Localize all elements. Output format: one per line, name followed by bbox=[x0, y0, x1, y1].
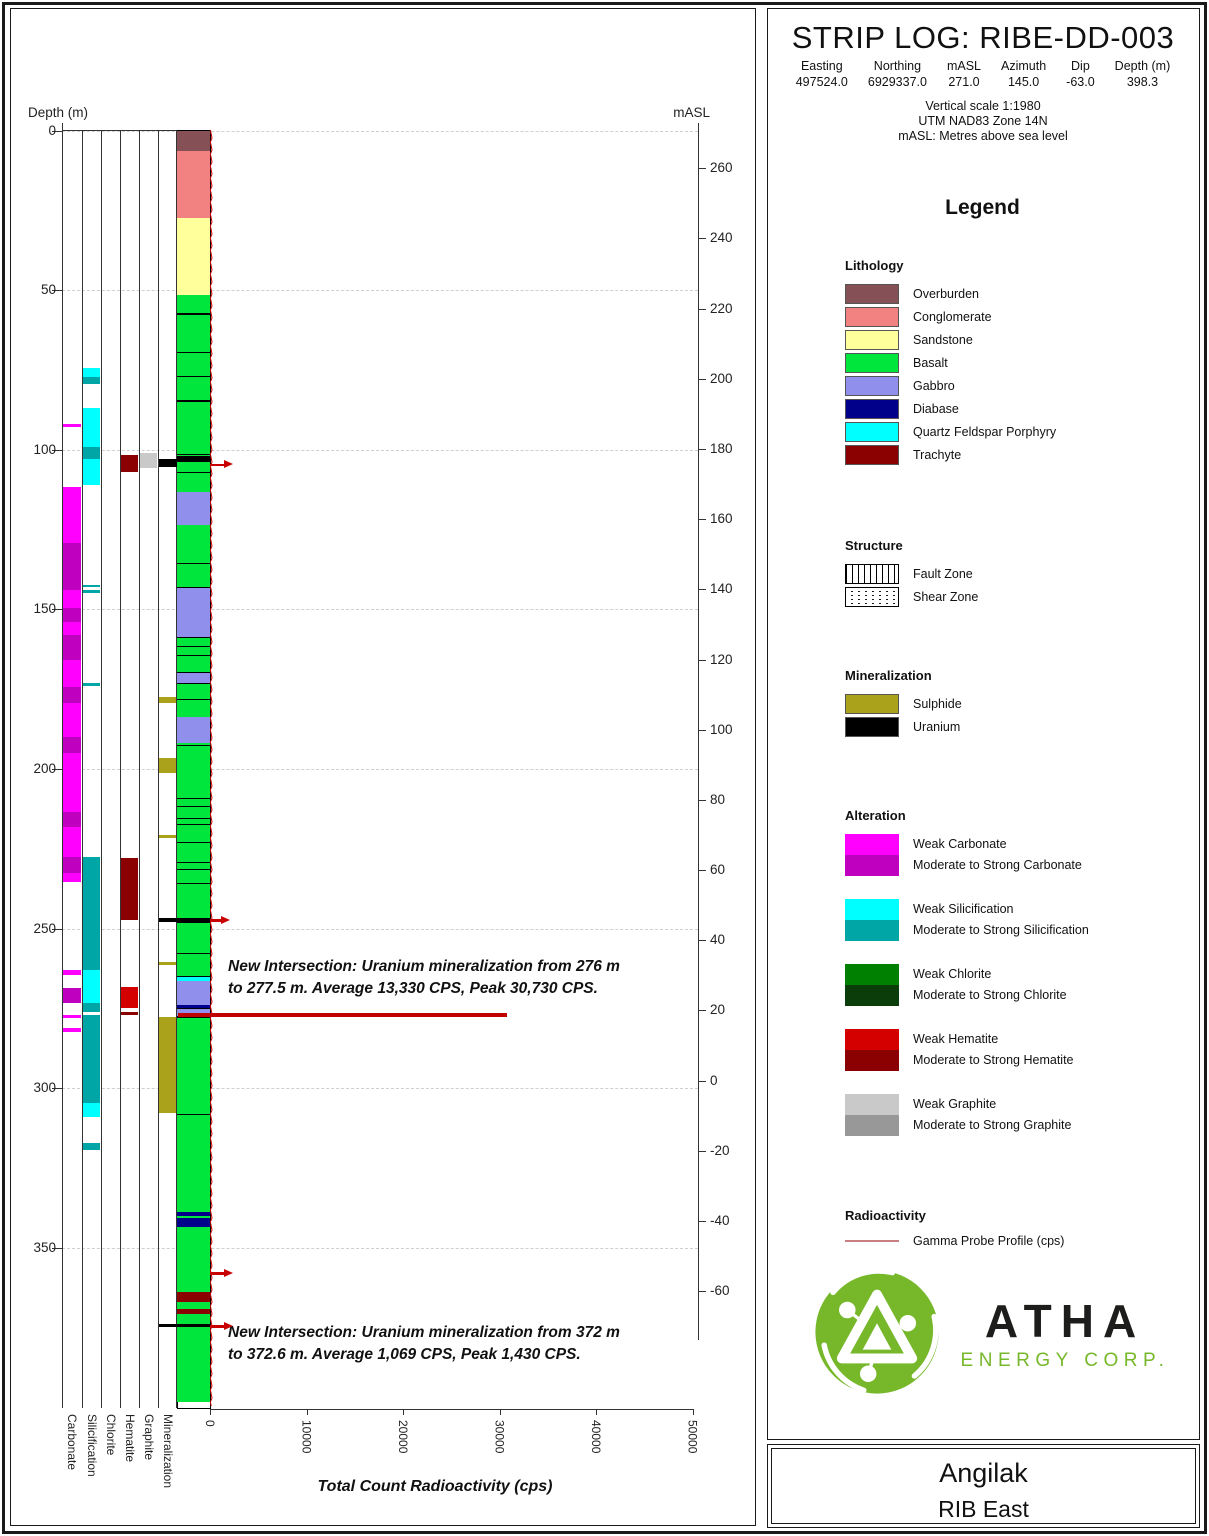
gamma-spike-arrow bbox=[221, 916, 230, 924]
legend-item-quartz-feldspar-porphyry bbox=[845, 422, 1056, 442]
lith-basalt bbox=[177, 377, 210, 400]
mineralization-sulphide bbox=[159, 835, 176, 839]
column-label-silicification: Silicification bbox=[85, 1414, 99, 1477]
lith-basalt bbox=[177, 1017, 210, 1115]
legend-swatch bbox=[845, 717, 899, 737]
masl-tick-label: 180 bbox=[710, 441, 733, 457]
alteration-carbonate-weak bbox=[63, 622, 81, 635]
masl-tick-label: 140 bbox=[710, 581, 733, 597]
alteration-carbonate-weak bbox=[63, 660, 81, 687]
depth-tick-label: 200 bbox=[33, 761, 56, 777]
legend-title: Legend bbox=[945, 196, 1020, 219]
collar-field-easting bbox=[796, 59, 848, 90]
lith-basalt bbox=[177, 807, 210, 819]
masl-tick bbox=[698, 589, 706, 590]
masl-tick bbox=[698, 519, 706, 520]
legend-section-title: Radioactivity bbox=[845, 1208, 926, 1223]
masl-tick bbox=[698, 660, 706, 661]
depth-tick-label: 100 bbox=[33, 441, 56, 457]
legend-label: Conglomerate bbox=[913, 310, 992, 324]
lith-gabbro bbox=[177, 673, 210, 683]
lith-basalt bbox=[177, 825, 210, 862]
gamma-tick-label: 20000 bbox=[396, 1420, 410, 1454]
strong-swatch bbox=[845, 920, 899, 941]
alteration-carbonate-weak bbox=[63, 827, 81, 857]
lith-basalt bbox=[177, 870, 210, 883]
column-border bbox=[101, 130, 102, 1408]
lith-basalt bbox=[177, 352, 210, 377]
lith-basalt bbox=[177, 798, 210, 806]
legend-label: Basalt bbox=[913, 356, 948, 370]
lith-basalt bbox=[177, 295, 210, 352]
alteration-carbonate-weak bbox=[63, 487, 81, 544]
masl-tick-label: 0 bbox=[710, 1072, 718, 1088]
mineralization-sulphide bbox=[159, 758, 176, 773]
masl-tick bbox=[698, 1221, 706, 1222]
lith-basalt bbox=[177, 655, 210, 674]
gamma-spike bbox=[210, 464, 224, 467]
alteration-carbonate-strong bbox=[63, 543, 81, 590]
legend-item-uranium bbox=[845, 717, 962, 737]
weak-swatch bbox=[845, 899, 899, 920]
title-block-inner-border bbox=[771, 1448, 1196, 1524]
collar-field-label: Depth (m) bbox=[1114, 59, 1171, 73]
legend-label: Quartz Feldspar Porphyry bbox=[913, 425, 1057, 439]
legend-swatch bbox=[845, 399, 899, 419]
header-notes bbox=[778, 99, 1188, 144]
log-title: STRIP LOG: RIBE-DD-003 bbox=[791, 20, 1175, 55]
dual-labels bbox=[913, 899, 1089, 941]
alteration-carbonate-weak bbox=[63, 1015, 81, 1018]
column-label-hematite: Hematite bbox=[123, 1414, 137, 1463]
depth-tick-label: 300 bbox=[33, 1080, 56, 1096]
alteration-silicification-weak bbox=[83, 459, 100, 485]
uranium-band bbox=[177, 456, 210, 461]
mineralization-uranium bbox=[159, 918, 177, 922]
legend-swatch bbox=[845, 307, 899, 327]
legend-item-conglomerate bbox=[845, 307, 1056, 327]
collar-field-azimuth bbox=[1001, 59, 1046, 90]
legend-swatch bbox=[845, 694, 899, 714]
legend-item-weak-silicification bbox=[845, 899, 1089, 941]
alteration-silicification-strong bbox=[83, 585, 100, 588]
lith-basalt bbox=[177, 647, 210, 655]
lith-gabbro bbox=[177, 717, 210, 744]
masl-tick-label: -20 bbox=[710, 1142, 730, 1158]
lith-basalt bbox=[177, 743, 210, 798]
strong-label: Moderate to Strong Hematite bbox=[913, 1053, 1074, 1067]
legend-label: Trachyte bbox=[913, 448, 962, 462]
lith-basalt bbox=[177, 473, 210, 491]
legend-item-gabbro bbox=[845, 376, 1056, 396]
legend-item-weak-graphite bbox=[845, 1094, 1089, 1136]
dual-swatch bbox=[845, 964, 899, 1006]
dual-swatch bbox=[845, 1094, 899, 1136]
alteration-carbonate-weak bbox=[63, 970, 81, 975]
alteration-carbonate-strong bbox=[63, 635, 81, 660]
alteration-carbonate-strong bbox=[63, 687, 81, 704]
legend-item-fault-zone bbox=[845, 564, 978, 584]
alteration-carbonate-strong bbox=[63, 812, 81, 827]
legend-item-weak-chlorite bbox=[845, 964, 1089, 1006]
legend-label: Sulphide bbox=[913, 697, 962, 711]
gamma-tick bbox=[500, 1409, 501, 1415]
column-label-chlorite: Chlorite bbox=[104, 1414, 118, 1456]
alteration-silicification-strong bbox=[83, 1003, 100, 1012]
lith-trachyte bbox=[177, 1292, 210, 1302]
gamma-tick bbox=[596, 1409, 597, 1415]
collar-field-label: Easting bbox=[800, 59, 843, 73]
depth-tick-label: 150 bbox=[33, 601, 56, 617]
alteration-carbonate-weak bbox=[63, 590, 81, 608]
legend-section-structure bbox=[845, 538, 978, 610]
masl-tick bbox=[698, 940, 706, 941]
gamma-tick bbox=[403, 1409, 404, 1415]
depth-tick-label: 350 bbox=[33, 1240, 56, 1256]
weak-label: Weak Hematite bbox=[913, 1032, 999, 1046]
alteration-carbonate-strong bbox=[63, 737, 81, 754]
strong-label: Moderate to Strong Graphite bbox=[913, 1118, 1072, 1132]
legend-swatch bbox=[845, 376, 899, 396]
legend-label: Fault Zone bbox=[913, 567, 973, 581]
masl-tick-label: 160 bbox=[710, 511, 733, 527]
lithology-contact bbox=[177, 313, 210, 315]
weak-swatch bbox=[845, 964, 899, 985]
weak-label: Weak Carbonate bbox=[913, 837, 1007, 851]
depth-tick-label: 50 bbox=[40, 282, 56, 298]
gamma-spike bbox=[210, 1325, 224, 1328]
depth-tick-label: 0 bbox=[48, 122, 56, 138]
dual-swatch bbox=[845, 834, 899, 876]
dual-swatch bbox=[845, 899, 899, 941]
lithology-contact bbox=[177, 400, 210, 402]
alteration-carbonate-weak bbox=[63, 1028, 81, 1031]
mineralization-uranium bbox=[159, 459, 177, 466]
alteration-hematite-strong bbox=[121, 1012, 138, 1016]
alteration-hematite-weak bbox=[121, 987, 138, 1009]
alteration-silicification-weak bbox=[83, 408, 100, 446]
collar-field-label: mASL bbox=[946, 59, 982, 73]
lith-basalt bbox=[177, 563, 210, 588]
dual-labels bbox=[913, 1094, 1071, 1136]
gamma-spike-arrow bbox=[224, 460, 233, 468]
gamma-tick-label: 40000 bbox=[589, 1420, 603, 1454]
note-masl: mASL: Metres above sea level bbox=[898, 129, 1068, 144]
masl-tick bbox=[698, 449, 706, 450]
masl-tick-label: 240 bbox=[710, 230, 733, 246]
strong-label: Moderate to Strong Chlorite bbox=[913, 988, 1067, 1002]
weak-label: Weak Silicification bbox=[913, 902, 1014, 916]
gamma-axis-line bbox=[210, 1409, 693, 1410]
gamma-tick-label: 10000 bbox=[299, 1420, 314, 1454]
alteration-silicification-weak bbox=[83, 1103, 100, 1116]
column-label-graphite: Graphite bbox=[142, 1414, 156, 1461]
annotation-line: New Intersection: Uranium mineralization from 372 m bbox=[228, 1324, 620, 1341]
lith-basalt bbox=[177, 700, 210, 717]
lith-basalt bbox=[177, 525, 210, 563]
collar-field-value: 271.0 bbox=[948, 74, 980, 89]
alteration-carbonate-strong bbox=[63, 608, 81, 621]
masl-tick bbox=[698, 309, 706, 310]
alteration-graphite-weak bbox=[140, 453, 157, 468]
note-scale: Vertical scale 1:1980 bbox=[925, 99, 1041, 114]
masl-tick bbox=[698, 168, 706, 169]
alteration-silicification-strong bbox=[83, 683, 100, 686]
mineralization-uranium bbox=[159, 1324, 177, 1327]
legend-swatch bbox=[845, 564, 899, 584]
collar-field-value: -63.0 bbox=[1066, 74, 1095, 89]
lith-sandstone bbox=[177, 218, 210, 295]
atha-logo-icon bbox=[811, 1266, 943, 1403]
alteration-carbonate-weak bbox=[63, 753, 81, 811]
weak-swatch bbox=[845, 834, 899, 855]
gamma-spike bbox=[210, 1272, 224, 1275]
legend-swatch bbox=[845, 422, 899, 442]
legend-item-sandstone bbox=[845, 330, 1056, 350]
lith-basalt bbox=[177, 953, 210, 976]
gamma-spike-arrow bbox=[224, 1269, 233, 1277]
collar-info-row bbox=[778, 59, 1188, 90]
gamma-tick bbox=[693, 1409, 694, 1415]
legend-item-weak-carbonate bbox=[845, 834, 1089, 876]
collar-field-masl bbox=[947, 59, 981, 90]
masl-tick-label: 80 bbox=[710, 791, 726, 807]
intersection-annotation-2 bbox=[228, 1322, 698, 1366]
weak-label: Weak Graphite bbox=[913, 1097, 997, 1111]
lith-basalt bbox=[177, 1115, 210, 1212]
lith-basalt bbox=[177, 461, 210, 474]
legend-swatch bbox=[845, 1240, 899, 1242]
legend-label: Gamma Probe Profile (cps) bbox=[913, 1234, 1065, 1248]
strong-swatch bbox=[845, 985, 899, 1006]
intersection-annotation-1 bbox=[228, 956, 698, 1000]
lith-gabbro bbox=[177, 981, 210, 1005]
collar-field-value: 398.3 bbox=[1126, 74, 1159, 89]
annotation-line: New Intersection: Uranium mineralization from 276 m bbox=[228, 958, 620, 975]
legend-item-weak-hematite bbox=[845, 1029, 1089, 1071]
header-block bbox=[778, 20, 1188, 144]
dual-labels bbox=[913, 964, 1067, 1006]
collar-field-label: Dip bbox=[1071, 59, 1090, 73]
dual-swatch bbox=[845, 1029, 899, 1071]
masl-tick bbox=[698, 870, 706, 871]
masl-tick-label: -40 bbox=[710, 1213, 730, 1228]
gamma-tick-label: 30000 bbox=[492, 1420, 507, 1454]
column-border bbox=[82, 130, 83, 1408]
masl-axis-title: mASL bbox=[673, 105, 710, 120]
column-border bbox=[120, 130, 121, 1408]
mineralization-sulphide bbox=[159, 697, 176, 704]
lith-gabbro bbox=[177, 492, 210, 525]
legend-swatch bbox=[845, 445, 899, 465]
weak-label: Weak Chlorite bbox=[913, 967, 992, 981]
dual-labels bbox=[913, 1029, 1074, 1071]
alteration-silicification-strong bbox=[83, 590, 100, 593]
lith-conglomerate bbox=[177, 151, 210, 218]
legend-swatch bbox=[845, 284, 899, 304]
masl-tick-label: -60 bbox=[710, 1283, 730, 1299]
project-name: Angilak bbox=[939, 1458, 1028, 1488]
lith-diabase bbox=[177, 1218, 210, 1227]
strong-swatch bbox=[845, 1050, 899, 1071]
masl-tick-label: 60 bbox=[710, 862, 726, 878]
alteration-carbonate-strong bbox=[63, 857, 81, 874]
annotation-line: to 372.6 m. Average 1,069 CPS, Peak 1,430 CPS. bbox=[228, 1346, 581, 1363]
legend-label: Shear Zone bbox=[913, 590, 979, 604]
alteration-carbonate-weak bbox=[63, 873, 81, 881]
legend-section-title: Lithology bbox=[845, 258, 904, 273]
legend-label: Uranium bbox=[913, 720, 961, 734]
masl-tick-label: 120 bbox=[710, 651, 733, 667]
alteration-silicification-strong bbox=[83, 1143, 100, 1150]
gamma-spike bbox=[210, 919, 221, 922]
atha-subname: ENERGY CORP. bbox=[960, 1349, 1170, 1371]
strong-swatch bbox=[845, 855, 899, 876]
legend-label: Overburden bbox=[913, 287, 980, 301]
collar-field-value: 6929337.0 bbox=[867, 74, 927, 89]
gamma-tick-label: 0 bbox=[203, 1420, 217, 1427]
lith-basalt bbox=[177, 683, 210, 700]
masl-tick bbox=[698, 1081, 706, 1082]
strong-label: Moderate to Strong Carbonate bbox=[913, 858, 1082, 872]
legend-section-alteration bbox=[845, 808, 1089, 1159]
uranium-band bbox=[177, 918, 210, 922]
masl-tick-label: 100 bbox=[710, 721, 733, 737]
columns-top-line bbox=[62, 130, 177, 131]
atha-name: ATHA bbox=[984, 1294, 1146, 1347]
gamma-tick-label: 50000 bbox=[685, 1420, 700, 1454]
mineralization-sulphide bbox=[159, 1017, 176, 1114]
legend-label: Diabase bbox=[913, 402, 959, 416]
masl-tick bbox=[698, 1010, 706, 1011]
legend-label: Sandstone bbox=[913, 333, 973, 347]
strong-swatch bbox=[845, 1115, 899, 1136]
collar-field-dip bbox=[1066, 59, 1095, 90]
legend-section-title: Structure bbox=[845, 538, 903, 553]
depth-tick-label: 250 bbox=[33, 920, 56, 936]
atha-wordmark bbox=[960, 1294, 1170, 1372]
alteration-carbonate-weak bbox=[63, 703, 81, 736]
lith-basalt bbox=[177, 400, 210, 455]
dual-labels bbox=[913, 834, 1082, 876]
masl-tick-label: 260 bbox=[710, 160, 733, 176]
legend-item-gamma-probe-profile-(cps) bbox=[845, 1234, 1064, 1248]
lith-basalt bbox=[177, 1302, 210, 1309]
uranium-band bbox=[177, 1324, 210, 1327]
alteration-hematite-strong bbox=[121, 455, 138, 472]
masl-tick bbox=[698, 730, 706, 731]
lith-basalt bbox=[177, 637, 210, 647]
masl-tick bbox=[698, 800, 706, 801]
column-label-carbonate: Carbonate bbox=[65, 1414, 79, 1471]
masl-tick bbox=[698, 238, 706, 239]
legend-swatch bbox=[845, 353, 899, 373]
alteration-hematite-strong bbox=[121, 858, 138, 920]
masl-axis-line bbox=[698, 123, 699, 1340]
legend-item-trachyte bbox=[845, 445, 1056, 465]
gamma-axis-title: Total Count Radioactivity (cps) bbox=[317, 1478, 553, 1495]
alteration-carbonate-strong bbox=[63, 988, 81, 1003]
collar-field-depthm bbox=[1115, 59, 1171, 90]
weak-swatch bbox=[845, 1029, 899, 1050]
column-label-mineralization: Mineralization bbox=[161, 1414, 175, 1489]
alteration-silicification-strong bbox=[83, 857, 100, 970]
lith-overburden bbox=[177, 131, 210, 152]
legend-item-basalt bbox=[845, 353, 1056, 373]
lith-basalt bbox=[177, 818, 210, 825]
alteration-silicification-strong bbox=[83, 377, 100, 385]
strong-label: Moderate to Strong Silicification bbox=[913, 923, 1089, 937]
log-panel-border bbox=[10, 8, 756, 1526]
masl-tick-label: 20 bbox=[710, 1002, 726, 1018]
collar-field-value: 497524.0 bbox=[795, 74, 848, 89]
company-logo bbox=[790, 1266, 1190, 1403]
alteration-silicification-weak bbox=[83, 970, 100, 1003]
lith-gabbro bbox=[177, 588, 210, 636]
depth-axis-title: Depth (m) bbox=[28, 105, 89, 120]
gamma-spike-arrow bbox=[224, 1322, 233, 1330]
lith-basalt bbox=[177, 862, 210, 870]
mineralization-sulphide bbox=[159, 962, 176, 965]
collar-field-label: Northing bbox=[873, 59, 922, 73]
legend-section-title: Mineralization bbox=[845, 668, 932, 683]
legend-swatch bbox=[845, 330, 899, 350]
column-border bbox=[139, 130, 140, 1408]
collar-field-northing bbox=[868, 59, 927, 90]
annotation-line: to 277.5 m. Average 13,330 CPS, Peak 30,730 CPS. bbox=[228, 980, 598, 997]
area-name: RIB East bbox=[938, 1496, 1029, 1522]
alteration-silicification-strong bbox=[83, 1015, 100, 1103]
gamma-spike-peak bbox=[178, 1013, 507, 1017]
legend-item-overburden bbox=[845, 284, 1056, 304]
lithology-contact bbox=[177, 842, 210, 844]
legend-swatch bbox=[845, 587, 899, 607]
weak-swatch bbox=[845, 1094, 899, 1115]
masl-tick-label: 40 bbox=[710, 932, 726, 948]
collar-field-value: 145.0 bbox=[1007, 74, 1040, 89]
collar-field-label: Azimuth bbox=[1001, 59, 1047, 73]
legend-section-mineralization bbox=[845, 668, 962, 740]
masl-tick bbox=[698, 379, 706, 380]
legend-section-title: Alteration bbox=[845, 808, 906, 823]
legend-item-sulphide bbox=[845, 694, 962, 714]
alteration-silicification-weak bbox=[83, 368, 100, 376]
lith-basalt bbox=[177, 1227, 210, 1292]
note-datum: UTM NAD83 Zone 14N bbox=[918, 114, 1048, 129]
legend-item-shear-zone bbox=[845, 587, 978, 607]
masl-tick-label: 220 bbox=[710, 300, 733, 316]
lithology-contact bbox=[177, 745, 210, 747]
gamma-tick bbox=[210, 1409, 211, 1415]
legend-section-lithology bbox=[845, 258, 1056, 468]
alteration-carbonate-weak bbox=[63, 424, 81, 426]
masl-tick-label: 200 bbox=[710, 370, 733, 386]
masl-tick bbox=[698, 1291, 706, 1292]
alteration-silicification-strong bbox=[83, 447, 100, 459]
legend-item-diabase bbox=[845, 399, 1056, 419]
lith-basalt bbox=[177, 923, 210, 953]
legend-label: Gabbro bbox=[913, 379, 955, 393]
legend-section-radioactivity bbox=[845, 1208, 1064, 1251]
gamma-tick bbox=[307, 1409, 308, 1415]
masl-tick bbox=[698, 1151, 706, 1152]
